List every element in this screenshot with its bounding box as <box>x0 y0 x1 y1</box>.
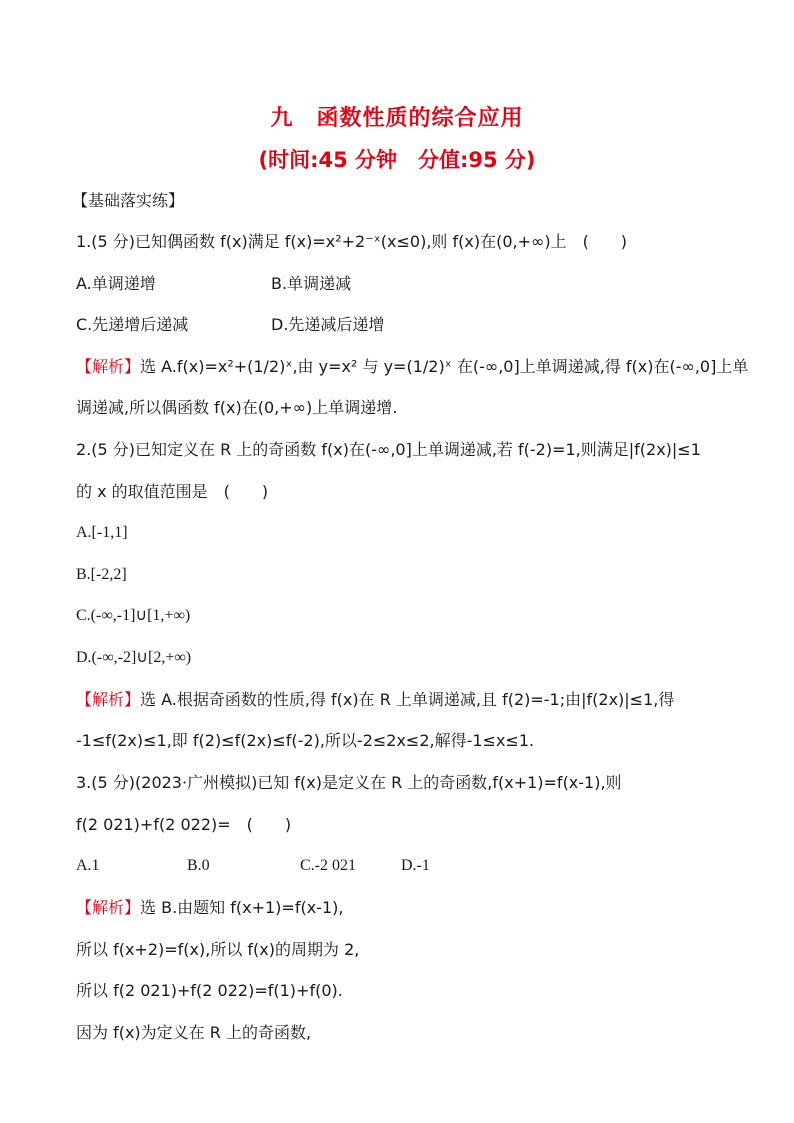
q3-option-b: B.0 <box>187 857 210 874</box>
analysis-tag: 【解析】 <box>76 357 141 376</box>
q1-analysis <box>76 356 748 378</box>
q3-analysis-line3: 所以 f(2 021)+f(2 022)=f(1)+f(0). <box>76 981 343 1000</box>
q3-stem-line1: 3.(5 分)(2023·广州模拟)已知 f(x)是定义在 R 上的奇函数,f(x+1)=f(x-1),则 <box>76 773 622 792</box>
q2-analysis <box>76 689 674 711</box>
page-subtitle: (时间:45 分钟 分值:95 分) <box>258 148 536 172</box>
section-label: 【基础落实练】 <box>72 191 185 210</box>
analysis-tag: 【解析】 <box>76 690 141 709</box>
q2-stem-line2: 的 x 的取值范围是 ( ) <box>76 482 269 501</box>
q2-option-d: D.(-∞,-2]∪[2,+∞) <box>76 649 192 666</box>
q3-analysis <box>76 897 343 919</box>
q2-stem-line1: 2.(5 分)已知定义在 R 上的奇函数 f(x)在(-∞,0]上单调递减,若 f(-2)=1,则满足|f(2x)|≤1 <box>76 440 701 459</box>
analysis-tag: 【解析】 <box>76 898 141 917</box>
q1-option-b: B.单调递减 <box>271 274 352 293</box>
q1-option-d: D.先递减后递增 <box>271 315 385 334</box>
q3-option-a: A.1 <box>76 857 100 874</box>
q2-option-b: B.[-2,2] <box>76 566 127 583</box>
q1-option-c: C.先递增后递减 <box>76 315 189 334</box>
q3-stem-line2: f(2 021)+f(2 022)= ( ) <box>76 815 292 834</box>
q1-analysis-line1: 选 A.f(x)=x²+(1/2)ˣ,由 y=x² 与 y=(1/2)ˣ 在(-∞,0]上单调递减,得 f(x)在(-∞,0]上单 <box>140 357 749 376</box>
q3-analysis-line4: 因为 f(x)为定义在 R 上的奇函数, <box>76 1023 312 1042</box>
q2-option-a: A.[-1,1] <box>76 524 128 541</box>
page-title: 九 函数性质的综合应用 <box>270 106 524 131</box>
q3-option-d: D.-1 <box>401 857 430 874</box>
q1-analysis-line2: 调递减,所以偶函数 f(x)在(0,+∞)上单调递增. <box>76 398 398 417</box>
q1-stem: 1.(5 分)已知偶函数 f(x)满足 f(x)=x²+2⁻ˣ(x≤0),则 f(x)在(0,+∞)上 ( ) <box>76 232 628 251</box>
q3-analysis-line2: 所以 f(x+2)=f(x),所以 f(x)的周期为 2, <box>76 940 360 959</box>
q2-analysis-line2: -1≤f(2x)≤1,即 f(2)≤f(2x)≤f(-2),所以-2≤2x≤2,解得-1≤x≤1. <box>76 731 535 750</box>
q3-analysis-line1: 选 B.由题知 f(x+1)=f(x-1), <box>140 898 344 917</box>
q1-option-a: A.单调递增 <box>76 274 156 293</box>
q2-analysis-line1: 选 A.根据奇函数的性质,得 f(x)在 R 上单调递减,且 f(2)=-1;由|f(2x)|≤1,得 <box>140 690 675 709</box>
q2-option-c: C.(-∞,-1]∪[1,+∞) <box>76 607 191 624</box>
q3-option-c: C.-2 021 <box>300 857 356 874</box>
